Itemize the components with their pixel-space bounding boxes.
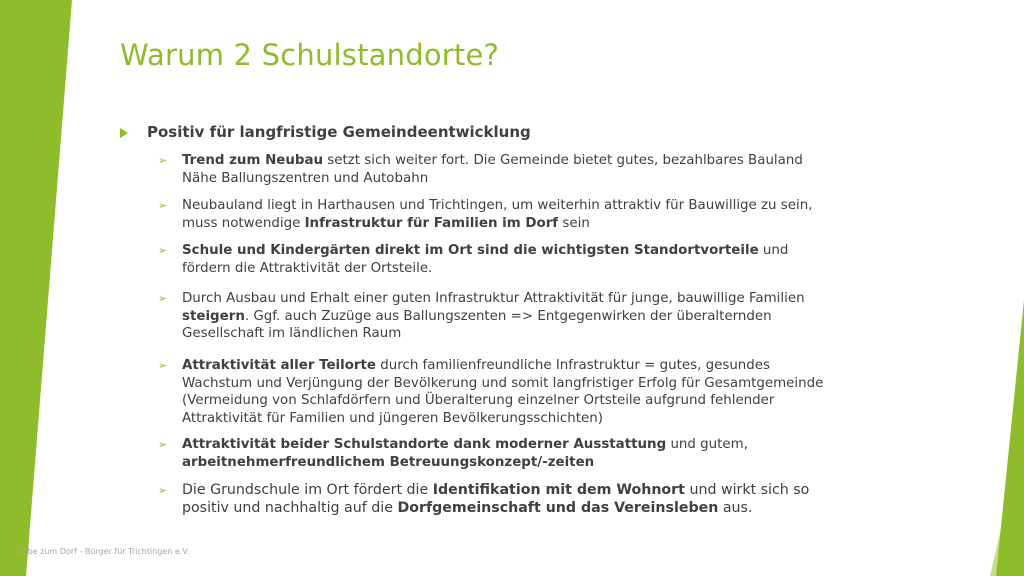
- chevron-bullet-icon: ➢: [158, 438, 168, 451]
- bullet-arrow-icon: [120, 128, 128, 138]
- text-segment: sein: [558, 215, 590, 231]
- sub-bullet-1: [158, 152, 838, 187]
- text-segment: Die Grundschule im Ort fördert die: [182, 482, 433, 498]
- text-segment: aus.: [718, 499, 753, 516]
- bold-text-segment: arbeitnehmerfreundlichem Betreuungskonzept/-zeiten: [182, 454, 595, 470]
- chevron-bullet-icon: ➢: [158, 292, 168, 305]
- bold-text-segment: Schule und Kindergärten direkt im Ort sind die wichtigsten Standortvorteile: [182, 243, 759, 258]
- footer-text: Liebe zum Dorf - Bürger für Trichtingen e.V.: [16, 547, 190, 556]
- sub-bullet-5: [158, 357, 838, 427]
- sub-bullet-7: [158, 482, 838, 517]
- sub-bullet-2: [158, 197, 838, 232]
- sub-bullet-text: [182, 482, 838, 517]
- left-accent-dark: [0, 0, 72, 576]
- chevron-bullet-icon: ➢: [158, 154, 168, 167]
- chevron-bullet-icon: ➢: [158, 244, 168, 257]
- chevron-bullet-icon: ➢: [158, 359, 168, 372]
- text-segment: und wirkt sich so positiv und nachhaltig auf die: [182, 482, 810, 516]
- chevron-bullet-icon: ➢: [158, 484, 168, 497]
- sub-bullet-text: [182, 242, 838, 277]
- text-segment: und fördern die Attraktivität der Ortsteile.: [182, 243, 789, 276]
- text-segment: und gutem,: [666, 437, 748, 452]
- text-segment: durch familienfreundliche Infrastruktur = gutes, gesundes Wachstum und Verjüngung der Bevölkerung und somit langfristiger Erfolg für Gesamtgemeinde (Vermeidung von Schlafdörfern und Überalterung einzelner Ortsteile aufgrund fehlender Attraktivität für Familien und jüngeren Bevölkerungsschichten): [182, 358, 824, 426]
- sub-bullet-text: [182, 197, 838, 232]
- sub-bullet-text: [182, 357, 838, 427]
- sub-bullet-text: [182, 152, 838, 187]
- bold-text-segment: Trend zum Neubau: [182, 153, 324, 168]
- bold-text-segment: Dorfgemeinschaft und das Vereinsleben: [397, 499, 719, 516]
- text-segment: setzt sich weiter fort. Die Gemeinde bietet gutes, bezahlbares Bauland Nähe Ballungszentren und Autobahn: [182, 153, 803, 186]
- text-segment: Durch Ausbau und Erhalt einer guten Infrastruktur Attraktivität für junge, bauwillige Familien: [182, 291, 805, 306]
- sub-bullet-text: [182, 436, 838, 471]
- bold-text-segment: Identifikation mit dem Wohnort: [432, 482, 685, 498]
- sub-bullet-4: [158, 290, 838, 343]
- text-segment: . Ggf. auch Zuzüge aus Ballungszenten => Entgegenwirken der überalternden Gesellschaft im ländlichen Raum: [182, 308, 772, 341]
- sub-bullet-text: [182, 290, 838, 343]
- main-bullet: [120, 123, 531, 141]
- sub-bullet-3: [158, 242, 838, 277]
- bold-text-segment: steigern: [182, 308, 245, 324]
- bold-text-segment: Attraktivität aller Teilorte: [182, 358, 376, 373]
- text-segment: Neubauland liegt in Harthausen und Trichtingen, um weiterhin attraktiv für Bauwillige zu sein, muss notwendige: [182, 198, 813, 231]
- sub-bullet-6: [158, 436, 838, 471]
- right-accent-dark: [996, 300, 1024, 576]
- bold-text-segment: Attraktivität beider Schulstandorte dank moderner Ausstattung: [182, 437, 667, 452]
- main-bullet-label: Positiv für langfristige Gemeindeentwicklung: [147, 123, 531, 141]
- slide-title: Warum 2 Schulstandorte?: [120, 38, 500, 72]
- chevron-bullet-icon: ➢: [158, 199, 168, 212]
- bold-text-segment: Infrastruktur für Familien im Dorf: [304, 215, 559, 231]
